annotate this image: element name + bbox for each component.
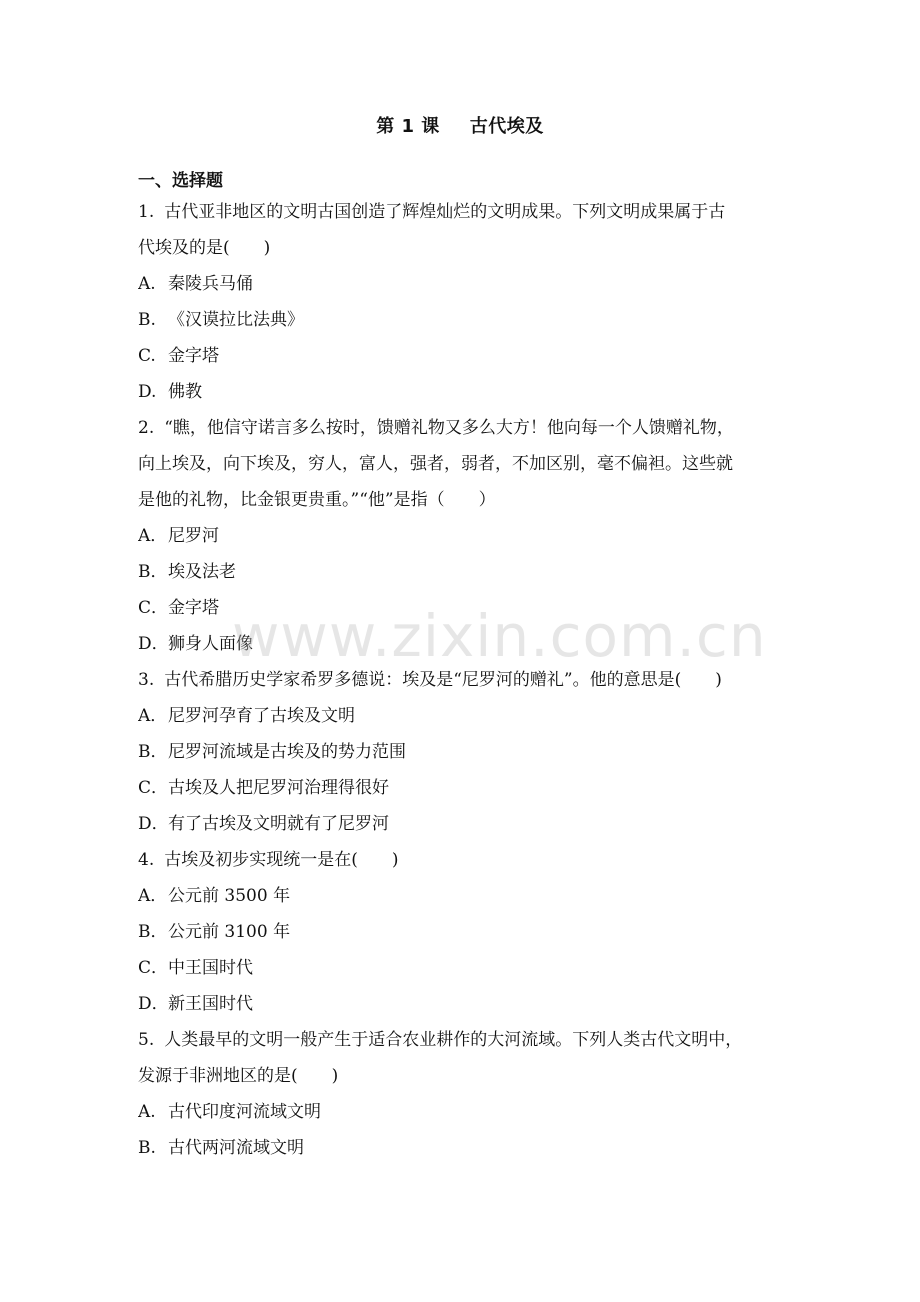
answer-option [138,1130,788,1166]
option-letter: A． [138,526,168,546]
option-letter: B． [138,742,168,762]
question-number: 4. [138,850,155,870]
option-letter: A. [138,1102,156,1122]
option-text: 古代两河流域文明 [168,1138,304,1158]
answer-option [138,338,788,374]
question-text: 是他的礼物，比金银更贵重。”“他”是指（ ） [138,490,496,510]
answer-option [138,554,788,590]
question-4 [138,842,788,1022]
option-text: 有了古埃及文明就有了尼罗河 [168,814,389,834]
option-text: 秦陵兵马俑 [168,274,253,294]
question-1 [138,194,788,410]
option-letter: B. [138,1138,156,1158]
question-text-line [138,1022,788,1058]
option-letter: C． [138,958,169,978]
answer-option [138,1094,788,1130]
option-letter: A． [138,886,168,906]
question-number: 2. [138,418,155,438]
answer-option [138,950,788,986]
option-text: 佛教 [168,382,202,402]
option-letter: B． [138,562,168,582]
option-letter: C. [138,346,156,366]
option-letter: B. [138,310,156,330]
option-letter: C． [138,778,169,798]
option-text: 古埃及人把尼罗河治理得很好 [168,778,389,798]
question-text-line [138,410,788,446]
answer-option [138,374,788,410]
question-text: “瞧，他信守诺言多么按时，馈赠礼物又多么大方！他向每一个人馈赠礼物， [164,418,734,438]
answer-option [138,698,788,734]
answer-option [138,770,788,806]
option-text: 公元前 3500 年 [168,886,291,906]
question-text: 古埃及初步实现统一是在( ) [164,850,399,870]
option-text: 尼罗河 [168,526,219,546]
option-text: 尼罗河流域是古埃及的势力范围 [168,742,406,762]
question-number: 5. [138,1030,155,1050]
answer-option [138,914,788,950]
option-letter: D． [138,634,169,654]
question-text: 人类最早的文明一般产生于适合农业耕作的大河流域。下列人类古代文明中， [164,1030,743,1050]
lesson-number: 第 1 课 [376,116,440,137]
answer-option [138,590,788,626]
question-number: 3. [138,670,155,690]
option-text: 新王国时代 [168,994,253,1014]
option-letter: A. [138,274,156,294]
question-text-line [138,482,788,518]
option-text: 公元前 3100 年 [168,922,291,942]
answer-option [138,734,788,770]
answer-option [138,878,788,914]
option-text: 金字塔 [168,598,219,618]
question-text-line [138,230,788,266]
question-text: 向上埃及，向下埃及，穷人，富人，强者，弱者，不加区别，毫不偏袒。这些就 [138,454,733,474]
option-text: 《汉谟拉比法典》 [168,310,304,330]
question-text: 古代亚非地区的文明古国创造了辉煌灿烂的文明成果。下列文明成果属于古 [164,202,726,222]
answer-option [138,518,788,554]
option-text: 狮身人面像 [168,634,253,654]
option-text: 尼罗河孕育了古埃及文明 [168,706,355,726]
answer-option [138,626,788,662]
question-3 [138,662,788,842]
option-letter: D． [138,994,169,1014]
option-letter: D． [138,814,169,834]
question-text-line [138,842,788,878]
option-text: 埃及法老 [168,562,236,582]
question-text: 代埃及的是( ) [138,238,271,258]
question-text-line [138,446,788,482]
option-text: 中王国时代 [168,958,253,978]
question-list [138,194,788,1166]
option-letter: C． [138,598,169,618]
option-letter: A． [138,706,168,726]
answer-option [138,986,788,1022]
question-text-line [138,1058,788,1094]
option-text: 金字塔 [168,346,219,366]
page-title [0,112,920,138]
watermark: www.zixin.com.cn [232,602,767,670]
question-text: 古代希腊历史学家希罗多德说：埃及是“尼罗河的赠礼”。他的意思是( ) [164,670,722,690]
question-number: 1. [138,202,155,222]
question-text-line [138,194,788,230]
question-text: 发源于非洲地区的是( ) [138,1066,339,1086]
answer-option [138,806,788,842]
option-letter: B． [138,922,168,942]
option-text: 古代印度河流域文明 [168,1102,321,1122]
option-letter: D. [138,382,157,402]
question-5 [138,1022,788,1166]
answer-option [138,266,788,302]
section-heading: 一、选择题 [138,171,223,191]
question-2 [138,410,788,662]
question-text-line [138,662,788,698]
lesson-name: 古代埃及 [469,116,544,137]
answer-option [138,302,788,338]
